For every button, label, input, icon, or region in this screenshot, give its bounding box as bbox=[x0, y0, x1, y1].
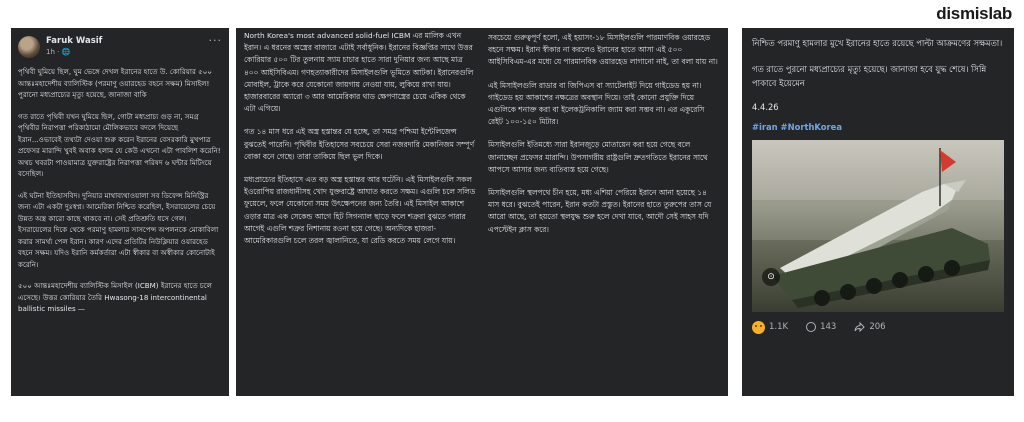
missile-launcher-illustration bbox=[752, 140, 1004, 312]
post-paragraph: পৃথিবী ঘুমিয়ে ছিল, ঘুম ভেঙ্গে দেখল ইরানের হাতে উ. কোরিয়ার ৫০০ আন্তঃমহাদেশীয় ব্যালিস্টিক (পরমাণু ওয়ারহেড বহনে সক্ষম) মিসাইল! পুরানো মধ্যপ্রাচ্যের মৃত্যু হয়েছে, জানাজা বাকি bbox=[18, 67, 212, 99]
post-meta: 1h · 🌐 bbox=[46, 48, 71, 56]
post-panel-4 bbox=[742, 28, 1014, 396]
post-paragraph: সবচেয়ে গুরুত্বপূর্ণ হলো, এই হয়াসং-১৮ মিসাইলগুলি পারমাণবিক ওয়ারহেড বহনে সক্ষম। ইরান স্বীকার না করলেও ইরানের হাতে আসা এই ৫০০ আইসিবিএম-এর মধ্যে যে পারমানবিক ওয়ারহেড লাগানো নাই, তা বলা যায় না। bbox=[488, 33, 718, 67]
post-paragraph: ৫০০ আন্তঃমহাদেশীয় ব্যালিস্টিক মিসাইল (ICBM) ইরানের হাতে চলে এসেছে। উত্তর কোরিয়ার তৈরি Hwasong-18 intercontinental ballistic missiles — bbox=[18, 281, 212, 313]
post-panel-2 bbox=[236, 28, 484, 396]
missile-photo[interactable] bbox=[752, 140, 1004, 312]
post-date: 4.4.26 bbox=[752, 102, 779, 112]
author-block bbox=[46, 36, 102, 57]
reaction-bar bbox=[752, 316, 1004, 338]
share-count[interactable]: 206 bbox=[869, 322, 886, 332]
post-paragraph: মিসাইলগুলি ইতিমধ্যে সারা ইরানজুড়ে মোতায়েন করা হয়ে গেছে বলে জানাচ্ছেন প্রফেসর মারান্দি। উপসাগরীয় রাষ্ট্রগুলি দ্রুতগতিতে ইরানের সাথে আপসে আসার জন্য ব্যতিব্যস্ত হয়ে গেছে। bbox=[488, 140, 708, 174]
share-icon[interactable] bbox=[854, 322, 865, 332]
post-paragraph: মধ্যপ্রাচ্যের ইতিহাসে এত বড় অস্ত্র হস্তান্তর আর ঘটেনি। এই মিসাইলগুলি সকল ইওরোপিয় রাজধানীসহ খোদ যুক্তরাষ্ট্রে আঘাত করতে সক্ষম। এগুলি চলে সলিড ফুয়েলে, ফলে যেকোনো সময় উৎক্ষেপনের জন্য তৈরি। এই মিসাইল আকাশে ওড়ার মাত্র এক সেকেন্ড আগে হিট সিগন্যাল ছাড়ে ফলে শত্রুরা বুঝতে পারার আগেই এগুলি শত্রুর নিশানায় রওনা হয়ে গেছে। অন্যদিকে হাজরা-আমেরিকারগুলি চলে তরল জ্বালানিতে, যা রেডি করতে সময় লেগে যায়। bbox=[244, 175, 476, 246]
post-paragraph: এই ঘটনা ইতিহাসবিদ। দুনিয়ার মাথাব্যথাওয়ালা সব ডিফেন্স মিনিস্ট্রির জন্য এটা একটা দুঃস্বপ্ন। আমেরিকা নিশ্চিত করেছিল, ইসরায়েলের চেয়ে উন্নত অস্ত্র কারো কাছে থাকবে না। সেই প্রতিশ্রুতি ধসে গেল। ইসরায়েলের দিকে থেকে পরমাণু হামলার সাসপেন্স অপলনকে মোকাবিলা করার সামর্থ্য পেল ইরান। কারণ এদের প্রতিটির নিউক্লিয়ার ওয়ারহেড বহনে সক্ষম। যদিও ইরানি কর্মকর্তারা এটা স্বীকার বা অস্বীকার কোনোটাই করেনি। bbox=[18, 190, 219, 269]
post-paragraph: মিসাইলগুলি স্থলপথে চীন হয়ে, মধ্য এশিয়া পেরিয়ে ইরানে আনা হয়েছে ১৪ মাস ধরে। বুঝতেই পারেন, ইরান কতটা প্রস্তুত। ইরানের হাতে তুরুপের তাস যে আরো আছে, তা হয়তো স্থলযুদ্ধ শুরু হলে দেখা যাবে, আদৌ সেই সাহস যদি এপস্টেইন ক্লাস করে। bbox=[488, 188, 712, 234]
comment-count[interactable]: 143 bbox=[820, 322, 837, 332]
media-options-icon[interactable]: ⊙ bbox=[762, 268, 780, 286]
post-paragraph: North Korea's most advanced solid-fuel ICBM এর মালিক এখন ইরান। এ ধরনের অস্ত্রের বাজারে এটাই সর্বাধুনিক। ইরানের বিজ্ঞপ্তির সাথে উত্তর কোরিয়ার ৫০০ টির তুলনায় স্যাম চাচার হাতে সারা দুনিয়ার জন্য আছে মাত্র ৪০০ আইসিবিএম। গণহত্যাকারীদের মিসাইলগুলি ভূমিতে আটকা। ইরানেরগুলি মোবাইল, ট্রাকে করে যেকোনো জায়গায় নেওয়া যায়, লুকিয়ে রাখা যায়। হাজারবারের অ্যারো ৩ আর আমেরিকার থাড ক্ষেপণাস্ত্রের চেয়ে একিক থেকে এটা এগিয়ে। bbox=[244, 31, 474, 114]
post-header bbox=[18, 36, 222, 58]
post-paragraph: এই মিসাইলগুলি রাডার বা জিপিএস বা স্যাটেলাইট দিয়ে গাইডেড হয় না। গাইডেড হয় আকাশের নক্ষত্রের অবস্থান দিয়ে। তাই কোনো প্রযুক্তি দিয়ে এগুলিকে শনাক্ত করা বা ইলেকট্রনিকালি জ্যাম করা সম্ভব না। এর একুরেসি রেইট ১০০-১৫০ মিটার। bbox=[488, 80, 705, 127]
post-paragraph: নিশ্চিত পরমাণু হামলার মুখে ইরানের হাতে রয়েছে পাল্টা আক্রমণের সক্ষমতা। bbox=[752, 38, 1003, 48]
reaction-count[interactable]: 1.1K bbox=[769, 322, 789, 332]
post-paragraph: গত ১৪ মাস ধরে এই অস্ত্র হস্তান্তর যে হচ্ছে, তা সমগ্র পশ্চিমা ইন্টেলিজেন্স বুঝতেই পারেনি। পৃথিবীর ইতিহাসের সবচেয়ে সেরা নজরদারি মেকানিজম সম্পূর্ণ বোকা বনে গেছে। তারা তাকিয়ে ছিল ভুল দিকে। bbox=[244, 127, 475, 161]
hashtag-links[interactable]: #iran #NorthKorea bbox=[752, 122, 842, 132]
comment-icon[interactable] bbox=[806, 322, 816, 332]
post-paragraph: গত রাতে পুরনো মধ্যপ্রাচ্যের মৃত্যু হয়েছে। জানাজা হবে যুদ্ধ শেষে। সিন্নি পাকাবে ইয়েমেন bbox=[752, 64, 987, 88]
more-options-icon[interactable]: ··· bbox=[208, 34, 222, 47]
avatar[interactable] bbox=[18, 36, 40, 58]
post-paragraph: গত রাতে পৃথিবী যখন ঘুমিয়ে ছিল, গোটা মধ্যপ্রাচ্য গুড় না, সমগ্র পৃথিবীর নিরাপত্তা পরিকাঠামো মৌলিকভাবে বদলে দিয়েছে ইরান...ওভাবেই তথ্যটা দেওয়া শুরু করেন ইরানের বেসরকারি মুখপাত্র প্রফেসর মারান্দি খুবই অবাক হলাম যে কেউ এখনো এটা পাবলিশ করেনি! অথচ খবরটা পাওয়ামাত্র যুক্তরাষ্ট্রের নিরাপত্তা পরিষদ ৬ ঘন্টার মিটিংয়ে বসেছিল। bbox=[18, 111, 221, 178]
post-panel-1 bbox=[11, 28, 229, 396]
dismislab-logo: dismislab bbox=[936, 4, 1012, 23]
reaction-emoji-icon[interactable] bbox=[752, 321, 765, 334]
post-panel-3 bbox=[480, 28, 728, 396]
author-name[interactable]: Faruk Wasif bbox=[46, 36, 103, 46]
